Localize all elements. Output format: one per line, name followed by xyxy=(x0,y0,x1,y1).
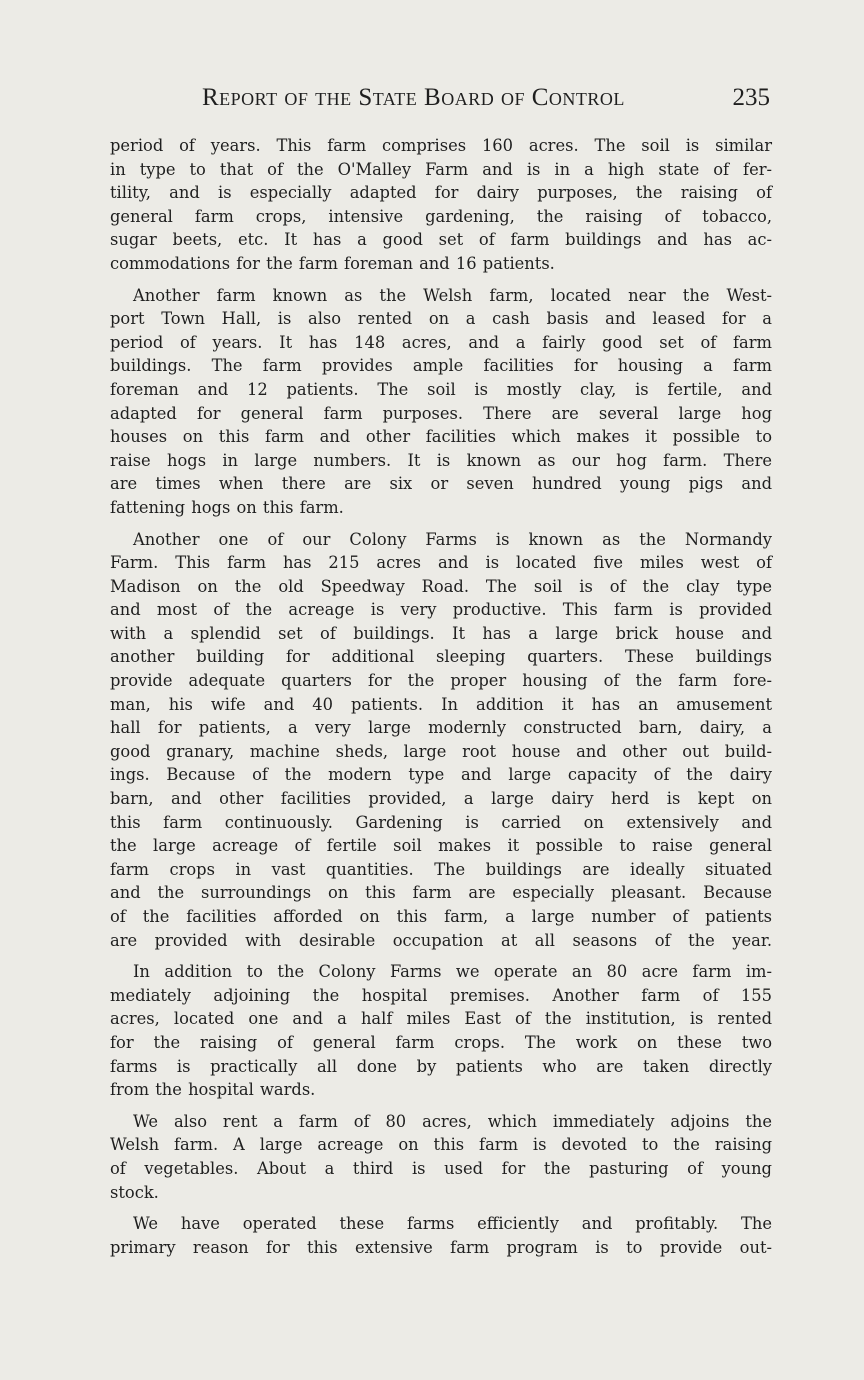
paragraph-6 xyxy=(110,1212,772,1259)
text-line: primary reason for this extensive farm program is to provide out- xyxy=(110,1237,772,1257)
text-line: are provided with desirable occupation at all seasons of the year. xyxy=(110,930,772,950)
text-line: mediately adjoining the hospital premises. Another farm of 155 xyxy=(110,985,772,1005)
text-line: and the surroundings on this farm are especially pleasant. Because xyxy=(110,883,772,903)
text-line: the large acreage of fertile soil makes it possible to raise general xyxy=(110,836,772,856)
text-line: commodations for the farm foreman and 16 patients. xyxy=(110,253,555,273)
text-line: barn, and other facilities provided, a large dairy herd is kept on xyxy=(110,789,772,809)
text-line: We also rent a farm of 80 acres, which immediately adjoins the xyxy=(133,1111,772,1131)
paragraph-2 xyxy=(110,284,772,520)
page-number: 235 xyxy=(732,84,770,111)
text-line: hall for patients, a very large modernly constructed barn, dairy, a xyxy=(110,718,772,738)
text-line: foreman and 12 patients. The soil is mostly clay, is fertile, and xyxy=(110,379,772,399)
text-line: are times when there are six or seven hundred young pigs and xyxy=(110,474,772,494)
text-line: with a splendid set of buildings. It has a large brick house and xyxy=(110,623,772,643)
text-line: Madison on the old Speedway Road. The soil is of the clay type xyxy=(110,576,772,596)
paragraph-1 xyxy=(110,134,772,276)
paragraph-4 xyxy=(110,960,772,1102)
text-line: Farm. This farm has 215 acres and is located five miles west of xyxy=(110,553,772,573)
text-line: good granary, machine sheds, large root house and other out build- xyxy=(110,741,772,761)
text-line: from the hospital wards. xyxy=(110,1080,316,1100)
text-line: Welsh farm. A large acreage on this farm is devoted to the raising xyxy=(110,1135,772,1155)
text-line: this farm continuously. Gardening is carried on extensively and xyxy=(110,812,772,832)
text-line: buildings. The farm provides ample facilities for housing a farm xyxy=(110,356,772,376)
running-header xyxy=(110,83,770,113)
running-header-title: Report of the State Board of Control xyxy=(202,84,625,111)
body-text xyxy=(110,134,772,1259)
text-line: Another farm known as the Welsh farm, located near the West- xyxy=(133,285,772,305)
text-line: stock. xyxy=(110,1182,159,1202)
text-line: general farm crops, intensive gardening, the raising of tobacco, xyxy=(110,206,772,226)
text-line: of vegetables. About a third is used for the pasturing of young xyxy=(110,1158,772,1178)
text-line: houses on this farm and other facilities which makes it possible to xyxy=(110,427,772,447)
text-line: We have operated these farms efficiently and profitably. The xyxy=(133,1214,772,1234)
text-line: another building for additional sleeping quarters. These buildings xyxy=(110,647,772,667)
text-line: raise hogs in large numbers. It is known as our hog farm. There xyxy=(110,450,772,470)
text-line: man, his wife and 40 patients. In addition it has an amusement xyxy=(110,694,772,714)
text-line: In addition to the Colony Farms we operate an 80 acre farm im- xyxy=(133,962,772,982)
text-line: and most of the acreage is very productive. This farm is provided xyxy=(110,600,772,620)
text-line: tility, and is especially adapted for dairy purposes, the raising of xyxy=(110,183,772,203)
text-line: fattening hogs on this farm. xyxy=(110,497,344,517)
text-line: port Town Hall, is also rented on a cash basis and leased for a xyxy=(110,309,772,329)
text-line: provide adequate quarters for the proper housing of the farm fore- xyxy=(110,671,772,691)
text-line: farm crops in vast quantities. The buildings are ideally situated xyxy=(110,859,772,879)
text-line: sugar beets, etc. It has a good set of farm buildings and has ac- xyxy=(110,230,772,250)
text-line: ings. Because of the modern type and large capacity of the dairy xyxy=(110,765,772,785)
paragraph-3 xyxy=(110,528,772,953)
text-line: Another one of our Colony Farms is known as the Normandy xyxy=(133,529,772,549)
text-line: for the raising of general farm crops. The work on these two xyxy=(110,1032,772,1052)
text-line: period of years. It has 148 acres, and a fairly good set of farm xyxy=(110,332,772,352)
text-line: in type to that of the O'Malley Farm and is in a high state of fer- xyxy=(110,159,772,179)
text-line: farms is practically all done by patients who are taken directly xyxy=(110,1056,772,1076)
text-line: adapted for general farm purposes. There are several large hog xyxy=(110,403,772,423)
text-line: of the facilities afforded on this farm, a large number of patients xyxy=(110,907,772,926)
text-line: acres, located one and a half miles East of the institution, is rented xyxy=(110,1009,772,1029)
text-line: period of years. This farm comprises 160 acres. The soil is similar xyxy=(110,136,772,155)
paragraph-5 xyxy=(110,1110,772,1204)
